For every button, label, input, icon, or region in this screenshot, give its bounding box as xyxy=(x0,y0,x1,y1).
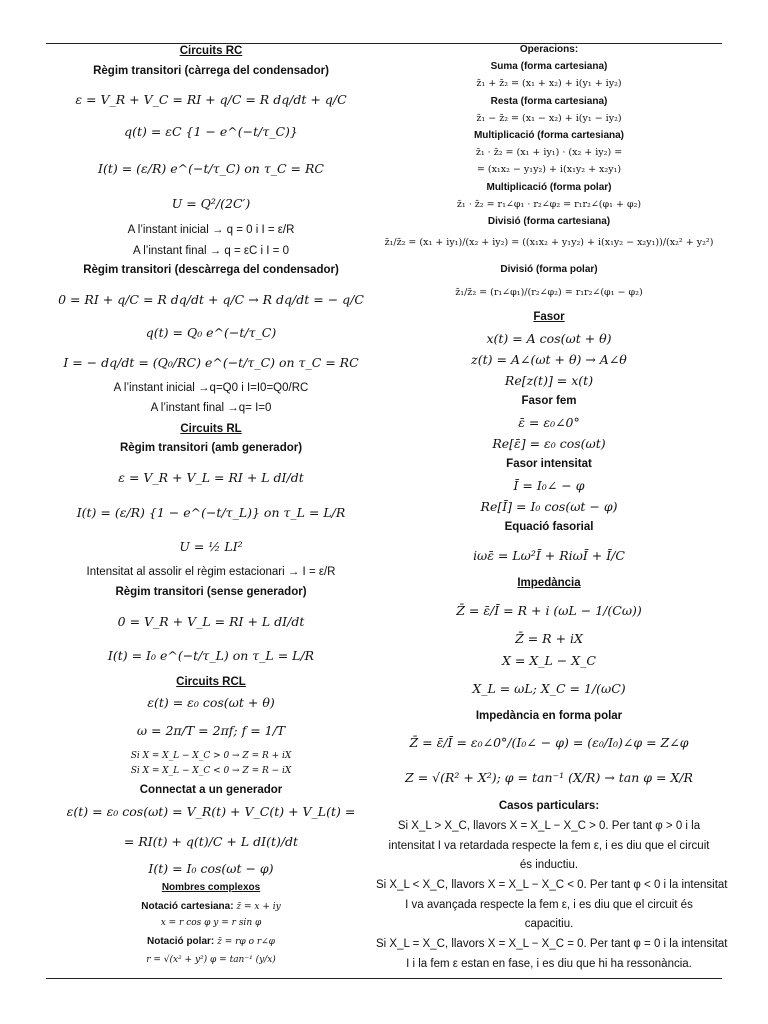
left-notation-line xyxy=(46,935,376,948)
right-equation: ε̄ = ε₀∠0° xyxy=(518,415,580,430)
left-equation: q(t) = εC {1 − e^(−t/τ_C)} xyxy=(124,124,298,139)
left-equation: ε(t) = ε₀ cos(ωt) = V_R(t) + V_C(t) + V_L(t) = xyxy=(66,804,356,819)
left-text-line: Intensitat al assolir el règim estacionari → I = ε/R xyxy=(86,566,336,578)
right-heading: Divisió (forma cartesiana) xyxy=(487,216,611,227)
right-text-line: Si X_L > X_C, llavors X = X_L − X_C > 0. Per tant φ > 0 i la xyxy=(397,820,701,832)
right-equation: = (x₁x₂ − y₁y₂) + i(x₁y₂ + x₂y₁) xyxy=(476,164,622,175)
left-equation: I(t) = (ε/R) {1 − e^(−t/τ_L)} on τ_L = L/R xyxy=(76,505,346,520)
right-heading: Casos particulars: xyxy=(498,800,600,812)
right-equation: iωε̄ = Lω²Ī + RiωĪ + Ī/C xyxy=(473,548,625,563)
left-heading: Règim transitori (sense generador) xyxy=(115,586,307,598)
left-equation: = RI(t) + q(t)/C + L dI(t)/dt xyxy=(123,834,299,849)
left-equation: Si X = X_L − X_C < 0 → Z = R − iX xyxy=(130,766,292,776)
right-equation: z̄₁ · z̄₂ = (x₁ + iy₁) · (x₂ + iy₂) = xyxy=(475,147,623,158)
right-equation: z̄₁ + z̄₂ = (x₁ + x₂) + i(y₁ + iy₂) xyxy=(476,78,622,89)
right-text-line: I va avançada respecte la fem ε, i es diu que el circuit és xyxy=(405,899,693,911)
right-column xyxy=(376,44,728,978)
left-heading: Règim transitori (amb generador) xyxy=(119,442,303,454)
left-equation: I = − dq/dt = (Q₀/RC) e^(−t/τ_C) on τ_C = RC xyxy=(63,355,359,370)
left-equation: q(t) = Q₀ e^(−t/τ_C) xyxy=(145,325,277,340)
right-heading: Impedància xyxy=(517,577,581,589)
left-notation-line xyxy=(46,900,376,913)
left-column xyxy=(46,44,376,978)
right-equation: Z = √(R² + X²); φ = tan⁻¹ (X/R) → tan φ = X/R xyxy=(405,770,693,785)
right-equation: Re[Ī] = I₀ cos(ωt − φ) xyxy=(480,499,618,514)
left-heading: Circuits RC xyxy=(179,45,243,57)
right-equation: Ī = I₀∠ − φ xyxy=(513,478,585,493)
right-equation: X_L = ωL; X_C = 1/(ωC) xyxy=(472,681,626,696)
right-heading: Suma (forma cartesiana) xyxy=(490,61,608,72)
right-equation: Z̄ = ε̄/Ī = ε₀∠0°/(I₀∠ − φ) = (ε₀/I₀)∠φ = Z∠φ xyxy=(409,735,689,750)
left-heading: Connectat a un generador xyxy=(139,784,283,796)
notation-label: Notació cartesiana: xyxy=(141,901,234,912)
right-equation: Z̄ = ε̄/Ī = R + i (ωL − 1/(Cω)) xyxy=(456,603,642,618)
left-text-line: A l’instant final →q= I=0 xyxy=(150,402,272,414)
right-heading: Multiplicació (forma polar) xyxy=(486,182,612,193)
right-equation: Re[ε̄] = ε₀ cos(ωt) xyxy=(492,436,606,451)
left-equation: I(t) = I₀ cos(ωt − φ) xyxy=(148,861,274,876)
left-equation: ε = V_R + V_C = RI + q/C = R dq/dt + q/C xyxy=(75,92,347,107)
right-equation: Z̄ = R + iX xyxy=(515,631,583,646)
left-text-line: A l’instant inicial →q=Q0 i I=I0=Q0/RC xyxy=(113,382,309,394)
right-equation: x(t) = A cos(ωt + θ) xyxy=(486,331,612,346)
right-heading: Fasor xyxy=(533,311,565,323)
right-heading: Multiplicació (forma cartesiana) xyxy=(473,130,625,141)
right-heading: Fasor fem xyxy=(521,395,577,407)
right-equation: X = X_L − X_C xyxy=(502,653,596,668)
right-heading: Operacions: xyxy=(519,44,579,55)
left-equation: r = √(x² + y²) φ = tan⁻¹ (y/x) xyxy=(146,955,276,965)
right-text-line: Si X_L < X_C, llavors X = X_L − X_C < 0. Per tant φ < 0 i la intensitat xyxy=(376,879,728,891)
right-equation: z̄₁ − z̄₂ = (x₁ − x₂) + i(y₁ − iy₂) xyxy=(476,113,622,124)
left-equation: I(t) = (ε/R) e^(−t/τ_C) on τ_C = RC xyxy=(98,161,324,176)
left-heading: Circuits RCL xyxy=(176,676,246,688)
left-text-line: A l’instant inicial → q = 0 i I = ε/R xyxy=(127,224,295,236)
right-text-line: I i la fem ε estan en fase, i es diu que hi ha ressonància. xyxy=(406,958,692,970)
left-equation: U = Q²/(2C′) xyxy=(171,196,251,211)
notation-formula: z̄ = rφ o r∠φ xyxy=(214,937,275,947)
right-equation: z(t) = A∠(ωt + θ) → A∠θ xyxy=(471,352,627,367)
left-equation: Si X = X_L − X_C > 0 → Z = R + iX xyxy=(130,751,292,761)
right-heading: Equació fasorial xyxy=(504,521,594,533)
notation-label: Notació polar: xyxy=(147,936,215,947)
right-equation: z̄₁/z̄₂ = (x₁ + iy₁)/(x₂ + iy₂) = ((x₁x₂ + y₁y₂) + i(x₁y₂ − x₂y₁))/(x₂² + y₂²) xyxy=(384,237,714,248)
right-heading: Fasor intensitat xyxy=(506,458,592,470)
right-equation: z̄₁/z̄₂ = (r₁∠φ₁)/(r₂∠φ₂) = r₁r₂∠(φ₁ − φ₂) xyxy=(455,287,643,298)
left-equation: 0 = V_R + V_L = RI + L dI/dt xyxy=(117,614,305,629)
right-heading: Divisió (forma polar) xyxy=(500,264,598,275)
notation-formula: z̄ = x + iy xyxy=(233,902,281,912)
left-text-line: A l’instant final → q = εC i I = 0 xyxy=(133,245,289,257)
left-equation: I(t) = I₀ e^(−t/τ_L) on τ_L = L/R xyxy=(107,648,315,663)
left-heading: Circuits RL xyxy=(180,423,242,435)
left-equation: ε(t) = ε₀ cos(ωt + θ) xyxy=(147,695,275,710)
left-equation: U = ½ LI² xyxy=(179,539,243,554)
right-text-line: és inductiu. xyxy=(519,859,579,871)
right-heading: Impedància en forma polar xyxy=(475,710,623,722)
right-equation: Re[z(t)] = x(t) xyxy=(504,373,594,388)
right-text-line: capacitiu. xyxy=(524,918,574,930)
left-equation: 0 = RI + q/C = R dq/dt + q/C → R dq/dt = − q/C xyxy=(58,292,364,307)
right-text-line: intensitat I va retardada respecte la fem ε, i es diu que el circuit xyxy=(388,840,710,852)
left-heading: Règim transitori (càrrega del condensador) xyxy=(93,65,329,77)
right-equation: z̄₁ · z̄₂ = r₁∠φ₁ · r₂∠φ₂ = r₁r₂∠(φ₁ + φ₂) xyxy=(456,199,642,210)
left-equation: ω = 2π/T = 2πf; f = 1/T xyxy=(136,723,286,738)
right-heading: Resta (forma cartesiana) xyxy=(490,96,608,107)
left-equation: x = r cos φ y = r sin φ xyxy=(160,918,262,928)
left-heading: Règim transitori (descàrrega del condensador) xyxy=(83,264,339,276)
left-heading: Nombres complexos xyxy=(161,882,261,893)
bottom-rule xyxy=(46,978,722,979)
right-text-line: Si X_L = X_C, llavors X = X_L − X_C = 0. Per tant φ = 0 i la intensitat xyxy=(376,938,728,950)
left-equation: ε = V_R + V_L = RI + L dI/dt xyxy=(118,470,304,485)
